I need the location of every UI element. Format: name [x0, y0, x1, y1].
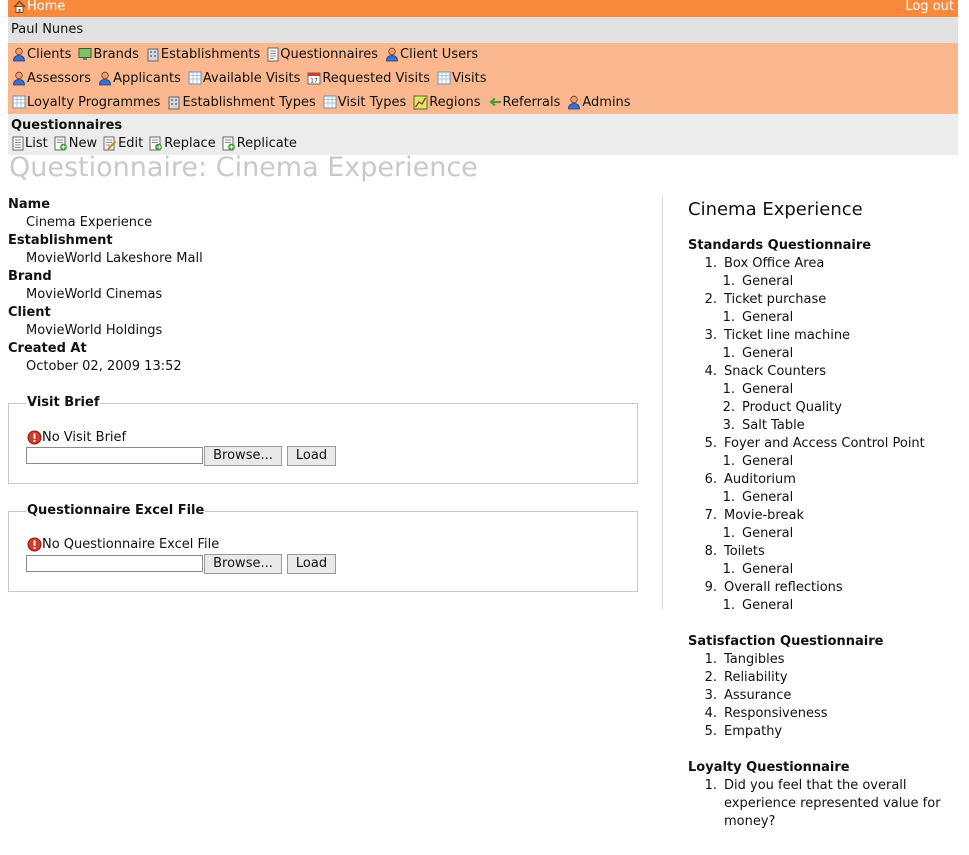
standards-section-title: Standards Questionnaire: [688, 238, 872, 253]
subitem-number: 1.: [722, 454, 735, 469]
item-label: Ticket purchase: [724, 292, 827, 307]
subitem-label: General: [742, 454, 794, 469]
visit-brief-message: No Visit Brief: [42, 430, 127, 445]
name-label: Name: [8, 197, 51, 212]
nav-row: [12, 93, 638, 111]
nav-item-label: Admins: [582, 94, 631, 110]
replicate-action[interactable]: [222, 136, 297, 151]
calendar-icon: [307, 71, 321, 85]
item-label: Overall reflections: [724, 580, 843, 595]
subitem-number: 1.: [722, 346, 735, 361]
satisfaction-item: [693, 688, 792, 703]
loyalty-item-line: Did you feel that the overall: [724, 778, 907, 793]
standards-item: [693, 580, 843, 595]
visit-brief-browse-button[interactable]: Browse...: [204, 446, 282, 466]
document-icon: [267, 47, 279, 62]
nav-item-regions[interactable]: [413, 95, 480, 110]
questionnaires-subnav: [8, 114, 958, 155]
nav-item-requested-visits[interactable]: [307, 71, 430, 86]
table-icon: [437, 71, 451, 85]
subitem-label: General: [742, 382, 794, 397]
excel-file-input[interactable]: [26, 555, 203, 572]
item-label: Empathy: [724, 724, 783, 739]
standards-item: [693, 292, 827, 307]
nav-item-referrals[interactable]: [488, 95, 561, 110]
visit-brief-legend: Visit Brief: [27, 395, 100, 410]
subitem-number: 3.: [722, 418, 735, 433]
item-number: 6.: [704, 472, 717, 487]
satisfaction-item: [693, 724, 783, 739]
replace-action[interactable]: [149, 136, 215, 151]
created-at-value: October 02, 2009 13:52: [26, 359, 182, 374]
standards-item: [693, 364, 826, 379]
satisfaction-section-title: Satisfaction Questionnaire: [688, 634, 884, 649]
item-label: Toilets: [724, 544, 765, 559]
nav-item-visit-types[interactable]: [323, 95, 406, 110]
standards-item: [693, 472, 796, 487]
subitem-number: 1.: [722, 490, 735, 505]
nav-item-establishment-types[interactable]: [167, 95, 315, 110]
subitem-number: 1.: [722, 274, 735, 289]
subitem-number: 1.: [722, 526, 735, 541]
list-action[interactable]: [12, 136, 48, 151]
item-label: Snack Counters: [724, 364, 826, 379]
nav-item-brands[interactable]: [78, 47, 139, 62]
loyalty-item-line: money?: [724, 814, 776, 829]
svg-text:17: 17: [310, 77, 319, 85]
excel-file-legend: Questionnaire Excel File: [27, 503, 205, 518]
item-number: 1.: [704, 652, 717, 667]
visit-brief-load-button[interactable]: Load: [287, 446, 336, 466]
person-icon: [567, 95, 581, 110]
item-number: 3.: [704, 328, 717, 343]
building-icon: [146, 47, 160, 62]
subitem-number: 1.: [722, 562, 735, 577]
page-title: Questionnaire: Cinema Experience: [9, 152, 478, 183]
nav-item-label: Referrals: [502, 94, 561, 110]
item-label: Tangibles: [724, 652, 785, 667]
column-divider: [662, 196, 663, 609]
visit-brief-status: [27, 430, 126, 445]
nav-item-label: Requested Visits: [322, 70, 431, 86]
nav-item-label: Loyalty Programmes: [27, 94, 161, 110]
establishment-label: Establishment: [8, 233, 113, 248]
nav-item-label: Visit Types: [337, 94, 407, 110]
home-icon: [13, 0, 26, 13]
excel-file-status: [27, 537, 219, 552]
standards-item: [693, 508, 804, 523]
standards-subitem: [711, 454, 794, 469]
standards-subitem: [711, 418, 805, 433]
nav-item-assessors[interactable]: [12, 71, 91, 86]
subitem-label: Salt Table: [742, 418, 805, 433]
standards-subitem: [711, 382, 794, 397]
new-doc-icon: [54, 136, 68, 151]
edit-action[interactable]: [103, 136, 143, 151]
nav-item-label: Questionnaires: [280, 46, 379, 62]
standards-subitem: [711, 274, 794, 289]
name-value: Cinema Experience: [26, 215, 153, 230]
main-nav: [8, 43, 958, 114]
standards-item: [693, 436, 925, 451]
person-icon: [12, 47, 26, 62]
standards-subitem: [711, 400, 842, 415]
table-icon: [323, 95, 337, 109]
nav-item-label: Establishments: [160, 46, 261, 62]
list-doc-icon: [12, 136, 24, 151]
nav-row: [12, 69, 494, 87]
edit-doc-icon: [103, 136, 117, 151]
item-number: 4.: [704, 706, 717, 721]
item-label: Foyer and Access Control Point: [724, 436, 925, 451]
establishment-value: MovieWorld Lakeshore Mall: [26, 251, 203, 266]
building-icon: [167, 95, 181, 110]
created-at-label: Created At: [8, 341, 87, 356]
home-label: Home: [27, 0, 66, 14]
visit-brief-file-input[interactable]: [26, 447, 203, 464]
subitem-number: 1.: [722, 310, 735, 325]
item-label: Auditorium: [724, 472, 796, 487]
subitem-label: General: [742, 490, 794, 505]
nav-item-admins[interactable]: [567, 95, 630, 110]
nav-item-label: Establishment Types: [182, 94, 316, 110]
table-icon: [188, 71, 202, 85]
excel-browse-button[interactable]: Browse...: [204, 554, 282, 574]
excel-load-button[interactable]: Load: [287, 554, 336, 574]
nav-item-applicants[interactable]: [98, 71, 181, 86]
item-label: Assurance: [724, 688, 792, 703]
item-number: 1.: [704, 256, 717, 271]
standards-item: [693, 544, 765, 559]
item-label: Movie-break: [724, 508, 804, 523]
nav-item-visits[interactable]: [437, 71, 486, 86]
subitem-label: Product Quality: [742, 400, 842, 415]
person-icon: [385, 47, 399, 62]
standards-subitem: [711, 526, 794, 541]
standards-item: [693, 256, 825, 271]
action-label: New: [68, 136, 98, 151]
standards-item: [693, 328, 851, 343]
action-label: List: [25, 136, 48, 151]
replicate-doc-icon: [222, 136, 236, 151]
item-number: 2.: [704, 670, 717, 685]
nav-item-client-users[interactable]: [385, 47, 478, 62]
replace-doc-icon: [149, 136, 163, 151]
action-label: Replace: [164, 136, 216, 151]
item-label: Reliability: [724, 670, 788, 685]
subitem-label: General: [742, 346, 794, 361]
loyalty-item-line: experience represented value for: [724, 796, 941, 811]
standards-subitem: [711, 346, 794, 361]
item-number: 2.: [704, 292, 717, 307]
nav-item-clients[interactable]: [12, 47, 71, 62]
subitem-label: General: [742, 310, 794, 325]
item-number: 4.: [704, 364, 717, 379]
subitem-label: General: [742, 274, 794, 289]
item-number: 5.: [704, 724, 717, 739]
standards-subitem: [711, 562, 794, 577]
item-label: Responsiveness: [724, 706, 828, 721]
user-bar: [8, 17, 958, 43]
satisfaction-item: [693, 652, 785, 667]
action-label: Replicate: [236, 136, 297, 151]
subitem-number: 1.: [722, 382, 735, 397]
item-number: 7.: [704, 508, 717, 523]
subitem-number: 2.: [722, 400, 735, 415]
nav-item-establishments[interactable]: [146, 47, 260, 62]
nav-item-label: Brands: [93, 46, 139, 62]
screen-icon: [78, 47, 92, 61]
warning-icon: [27, 430, 42, 445]
person-icon: [98, 71, 112, 86]
arrow-icon: [488, 96, 502, 108]
nav-item-label: Client Users: [400, 46, 479, 62]
item-number: 1.: [704, 778, 717, 793]
nav-item-label: Applicants: [113, 70, 181, 86]
brand-label: Brand: [8, 269, 52, 284]
logout-link[interactable]: Log out: [905, 0, 954, 14]
client-value: MovieWorld Holdings: [26, 323, 163, 338]
nav-item-label: Visits: [452, 70, 487, 86]
item-number: 3.: [704, 688, 717, 703]
chart-icon: [413, 95, 428, 110]
home-link[interactable]: [13, 0, 65, 14]
subitem-label: General: [742, 526, 794, 541]
item-number: 9.: [704, 580, 717, 595]
nav-item-questionnaires[interactable]: [267, 47, 378, 62]
nav-item-label: Assessors: [27, 70, 92, 86]
loyalty-section-title: Loyalty Questionnaire: [688, 760, 850, 775]
client-label: Client: [8, 305, 51, 320]
user-name: Paul Nunes: [11, 22, 84, 37]
action-label: Edit: [118, 136, 144, 151]
item-number: 8.: [704, 544, 717, 559]
standards-subitem: [711, 490, 794, 505]
person-icon: [12, 71, 26, 86]
excel-file-message: No Questionnaire Excel File: [42, 537, 220, 552]
item-label: Box Office Area: [724, 256, 825, 271]
subnav-actions: [12, 136, 303, 151]
nav-item-available-visits[interactable]: [188, 71, 300, 86]
nav-item-loyalty-programmes[interactable]: [12, 95, 160, 110]
warning-icon: [27, 537, 42, 552]
new-action[interactable]: [54, 136, 97, 151]
nav-item-label: Regions: [429, 94, 481, 110]
satisfaction-item: [693, 706, 828, 721]
brand-value: MovieWorld Cinemas: [26, 287, 163, 302]
standards-subitem: [711, 310, 794, 325]
subnav-title: Questionnaires: [11, 118, 123, 133]
satisfaction-item: [693, 670, 788, 685]
item-label: Ticket line machine: [724, 328, 851, 343]
table-icon: [12, 95, 26, 109]
top-bar: [8, 0, 958, 17]
item-number: 5.: [704, 436, 717, 451]
nav-item-label: Clients: [27, 46, 72, 62]
nav-row: [12, 45, 485, 63]
subitem-label: General: [742, 598, 794, 613]
subitem-label: General: [742, 562, 794, 577]
subitem-number: 1.: [722, 598, 735, 613]
outline-title: Cinema Experience: [688, 199, 863, 220]
nav-item-label: Available Visits: [202, 70, 301, 86]
standards-subitem: [711, 598, 794, 613]
